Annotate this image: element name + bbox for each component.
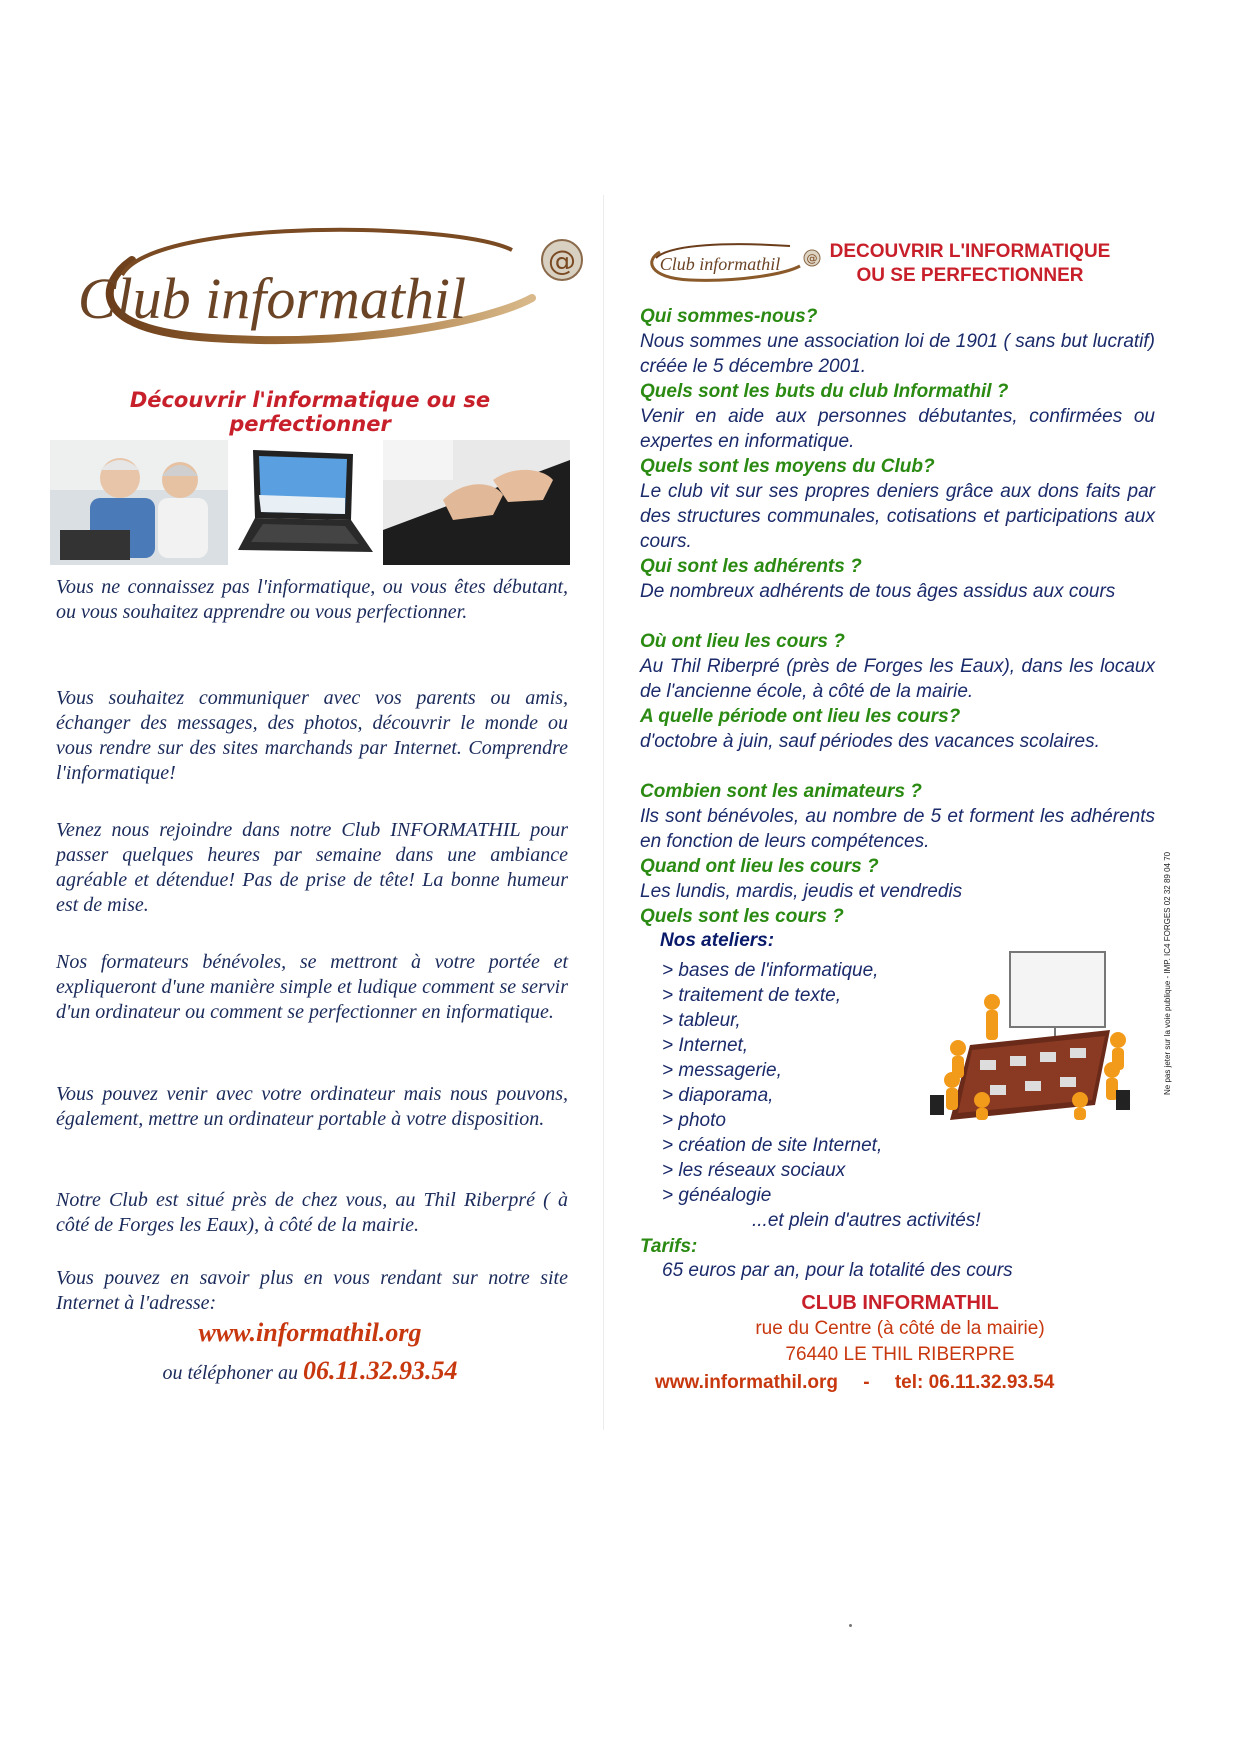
atelier-item: > messagerie, (662, 1060, 782, 1081)
intro-paragraph-7: Vous pouvez en savoir plus en vous rendant sur notre site Internet à l'adresse: (56, 1267, 568, 1314)
photo-strip (50, 440, 570, 565)
intro-paragraph-3: Venez nous rejoindre dans notre Club INFORMATHIL pour passer quelques heures par semaine dans une ambiance agréable et détendue! Pas de prise de tête! La bonne humeur est de mise. (56, 819, 568, 916)
address-line1: rue du Centre (à côté de la mairie) (755, 1318, 1045, 1339)
question-animators: Combien sont les animateurs ? (640, 781, 922, 802)
phone-line (50, 1356, 570, 1386)
answer-animators: Ils sont bénévoles, au nombre de 5 et forment les adhérents en fonction de leurs compétences. (640, 806, 1155, 852)
address-line2: 76440 LE THIL RIBERPRE (785, 1344, 1015, 1365)
club-logo-large (62, 220, 627, 350)
right-heading-line1: DECOUVRIR L'INFORMATIQUE (829, 241, 1111, 262)
more-activities: ...et plein d'autres activités! (752, 1210, 981, 1231)
right-heading (820, 240, 1120, 288)
answer-members: De nombreux adhérents de tous âges assidus aux cours (640, 581, 1116, 602)
question-period: A quelle période ont lieu les cours? (640, 706, 961, 727)
classroom-illustration (930, 950, 1130, 1120)
answer-goals: Venir en aide aux personnes débutantes, confirmées ou expertes en informatique. (640, 406, 1155, 452)
contact-line (655, 1372, 1054, 1394)
question-members: Qui sont les adhérents ? (640, 556, 862, 577)
intro-paragraph-4: Nos formateurs bénévoles, se mettront à votre portée et expliqueront d'une manière simple et ludique comment se servir d'un ordinateur ou comment se perfectionner en informatique. (56, 951, 568, 1023)
left-heading: Découvrir l'informatique ou se perfectionner (129, 388, 491, 436)
logo-small-at: @ (806, 252, 818, 265)
intro-paragraph-1: Vous ne connaissez pas l'informatique, ou vous êtes débutant, ou vous souhaitez apprendre ou vous perfectionner. (56, 576, 568, 623)
club-logo-small (640, 238, 825, 286)
answer-where: Au Thil Riberpré (près de Forges les Eaux), dans les locaux de l'ancienne école, à côté de la mairie. (640, 656, 1155, 702)
intro-paragraph-5: Vous pouvez venir avec votre ordinateur mais nous pouvons, également, mettre un ordinateur portable à votre disposition. (56, 1083, 568, 1130)
atelier-item: > création de site Internet, (662, 1135, 883, 1156)
question-who: Qui sommes-nous? (640, 306, 818, 327)
right-heading-line2: OU SE PERFECTIONNER (856, 265, 1084, 286)
intro-paragraph-2: Vous souhaitez communiquer avec vos parents ou amis, échanger des messages, des photos, découvrir le monde ou vous rendre sur des sites marchands par Internet. Comprendre l'informatique! (56, 687, 568, 784)
keyboard-hands-photo (383, 440, 570, 565)
laptop-photo (233, 440, 378, 565)
tarifs-value: 65 euros par an, pour la totalité des cours (662, 1260, 1013, 1281)
answer-period: d'octobre à juin, sauf périodes des vacances scolaires. (640, 731, 1100, 752)
ateliers-title: Nos ateliers: (660, 930, 775, 951)
intro-paragraph-6: Notre Club est situé près de chez vous, au Thil Riberpré ( à côté de Forges les Eaux), à côté de la mairie. (56, 1189, 568, 1236)
atelier-item: > Internet, (662, 1035, 749, 1056)
scan-dot (849, 1624, 852, 1627)
contact-tel[interactable]: tel: 06.11.32.93.54 (894, 1372, 1055, 1393)
logo-text: Club informathil (77, 266, 467, 331)
ateliers-list (662, 958, 882, 1208)
question-courses: Quels sont les cours ? (640, 906, 844, 927)
logo-at: @ (548, 244, 576, 277)
contact-website[interactable]: www.informathil.org (655, 1372, 838, 1393)
fold-divider (603, 195, 604, 1430)
question-when: Quand ont lieu les cours ? (640, 856, 879, 877)
phone-number[interactable]: 06.11.32.93.54 (302, 1356, 458, 1385)
printer-note-text: Ne pas jeter sur la voie publique - IMP. IC4 FORGES 02 32 89 04 70 (1163, 851, 1172, 1095)
atelier-item: > bases de l'informatique, (662, 960, 879, 981)
answer-when: Les lundis, mardis, jeudis et vendredis (640, 881, 963, 902)
seniors-at-computer-photo (50, 440, 228, 565)
atelier-item: > diaporama, (662, 1085, 774, 1106)
website-link[interactable]: www.informathil.org (198, 1318, 422, 1347)
club-name: CLUB INFORMATHIL (801, 1292, 999, 1314)
answer-means: Le club vit sur ses propres deniers grâce aux dons faits par des structures communales, cotisations et participations aux cours. (640, 481, 1155, 552)
atelier-item: > les réseaux sociaux (662, 1160, 846, 1181)
contact-separator: - (863, 1372, 870, 1393)
phone-prefix: ou téléphoner au (162, 1362, 298, 1384)
logo-small-text: Club informathil (659, 254, 781, 274)
atelier-item: > tableur, (662, 1010, 741, 1031)
atelier-item: > généalogie (662, 1185, 772, 1206)
question-goals: Quels sont les buts du club Informathil ? (640, 381, 1009, 402)
question-where: Où ont lieu les cours ? (640, 631, 845, 652)
answer-who: Nous sommes une association loi de 1901 ( sans but lucratif) créée le 5 décembre 2001. (640, 331, 1155, 377)
atelier-item: > photo (662, 1110, 726, 1131)
tarifs-title: Tarifs: (640, 1236, 698, 1257)
question-means: Quels sont les moyens du Club? (640, 456, 935, 477)
atelier-item: > traitement de texte, (662, 985, 842, 1006)
